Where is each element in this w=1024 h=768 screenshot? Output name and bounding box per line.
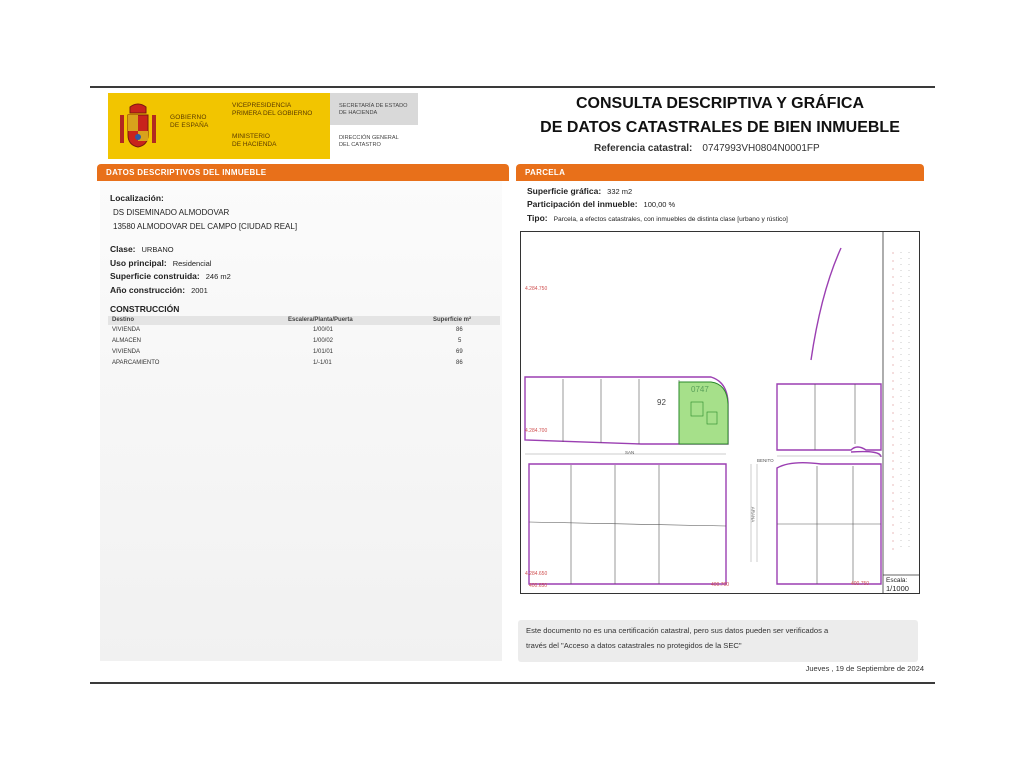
logo-direccion-text: DIRECCIÓN GENERAL DEL CATASTRO: [339, 135, 399, 148]
uso-principal-field: Uso principal: Residencial: [110, 258, 212, 268]
document-title-line2: DE DATOS CATASTRALES DE BIEN INMUEBLE: [540, 119, 900, 136]
row-sup: 69: [456, 349, 463, 355]
row-sup: 86: [456, 327, 463, 333]
bottom-rule: [90, 682, 935, 684]
x-coord-right: 400.750: [851, 581, 870, 587]
row-destino: APARCAMIENTO: [112, 360, 160, 366]
table-row: [108, 359, 500, 369]
row-epp: 1/00/02: [313, 338, 334, 344]
clase-field: Clase: URBANO: [110, 244, 174, 254]
top-rule: [90, 86, 935, 88]
street-label-3: ARANA: [750, 506, 756, 523]
map-drawing: [521, 232, 919, 593]
street-label-2: BENITO: [757, 458, 774, 463]
coat-of-arms-icon: [116, 101, 160, 151]
logo-ministerio-text: MINISTERIO DE HACIENDA: [232, 133, 277, 148]
coord-bottom: 4.284.650: [525, 571, 548, 577]
header-escalera: Escalera/Planta/Puerta: [288, 317, 353, 323]
cadastral-reference: [594, 143, 820, 154]
table-row: [108, 326, 500, 336]
coord-mid: 4.284.700: [525, 428, 548, 434]
header-superficie: Superficie m²: [433, 317, 472, 323]
notice-line2: través del "Acceso a datos catastrales no protegidos de la SEC": [526, 641, 742, 650]
row-destino: VIVIENDA: [112, 349, 141, 355]
logo-secretaria-text: SECRETARÍA DE ESTADO DE HACIENDA: [339, 103, 408, 116]
scale-label: Escala:: [886, 577, 908, 584]
logo-vicepresidencia-text: VICEPRESIDENCIA PRIMERA DEL GOBIERNO: [232, 102, 313, 117]
x-coord-left: 400.650: [529, 583, 548, 589]
localizacion-line1: DS DISEMINADO ALMODOVAR: [113, 208, 230, 217]
parcela-header: PARCELA: [516, 164, 924, 181]
parcel-reference: 0747: [691, 385, 709, 394]
participacion-field: Participación del inmueble: 100,00 %: [527, 199, 676, 209]
construccion-title: CONSTRUCCIÓN: [110, 304, 180, 314]
anio-construccion-field: Año construcción: 2001: [110, 285, 208, 295]
construction-table-header: [108, 316, 500, 325]
government-logo: [108, 93, 418, 159]
row-destino: VIVIENDA: [112, 327, 141, 333]
row-sup: 5: [458, 338, 462, 344]
coord-top: 4.284.750: [525, 286, 548, 292]
row-epp: 1/01/01: [313, 349, 334, 355]
superficie-grafica-field: Superficie gráfica: 332 m2: [527, 186, 633, 196]
row-sup: 86: [456, 360, 463, 366]
superficie-construida-field: Superficie construida: 246 m2: [110, 271, 231, 281]
cadastral-reference-value: 0747993VH0804N0001FP: [702, 143, 820, 154]
notice-line1: Este documento no es una certificación catastral, pero sus datos pueden ser verificados a: [526, 626, 829, 635]
table-row: [108, 348, 500, 358]
row-destino: ALMACEN: [112, 338, 142, 344]
document-title-line1: CONSULTA DESCRIPTIVA Y GRÁFICA: [575, 95, 864, 112]
row-epp: 1/00/01: [313, 327, 334, 333]
parcel-number: 92: [657, 398, 666, 407]
table-row: [108, 337, 500, 347]
street-label-1: SAN: [625, 450, 635, 455]
localizacion-label: Localización:: [110, 193, 164, 203]
tipo-field: Tipo: Parcela, a efectos catastrales, con inmuebles de distinta clase [urbano y rústico]: [527, 213, 788, 223]
x-coord-mid: 400.700: [711, 582, 730, 588]
document-date: Jueves , 19 de Septiembre de 2024: [805, 664, 924, 673]
header-destino: Destino: [112, 317, 135, 323]
logo-gobierno-text: GOBIERNO DE ESPAÑA: [170, 114, 209, 129]
descriptive-data-header: DATOS DESCRIPTIVOS DEL INMUEBLE: [97, 164, 509, 181]
cadastral-reference-label: Referencia catastral:: [594, 143, 693, 154]
row-epp: 1/-1/01: [313, 360, 332, 366]
localizacion-line2: 13580 ALMODOVAR DEL CAMPO [CIUDAD REAL]: [113, 222, 298, 231]
disclaimer-notice: [518, 620, 918, 662]
cadastral-map[interactable]: [520, 231, 920, 594]
scale-value: 1/1000: [886, 584, 909, 593]
